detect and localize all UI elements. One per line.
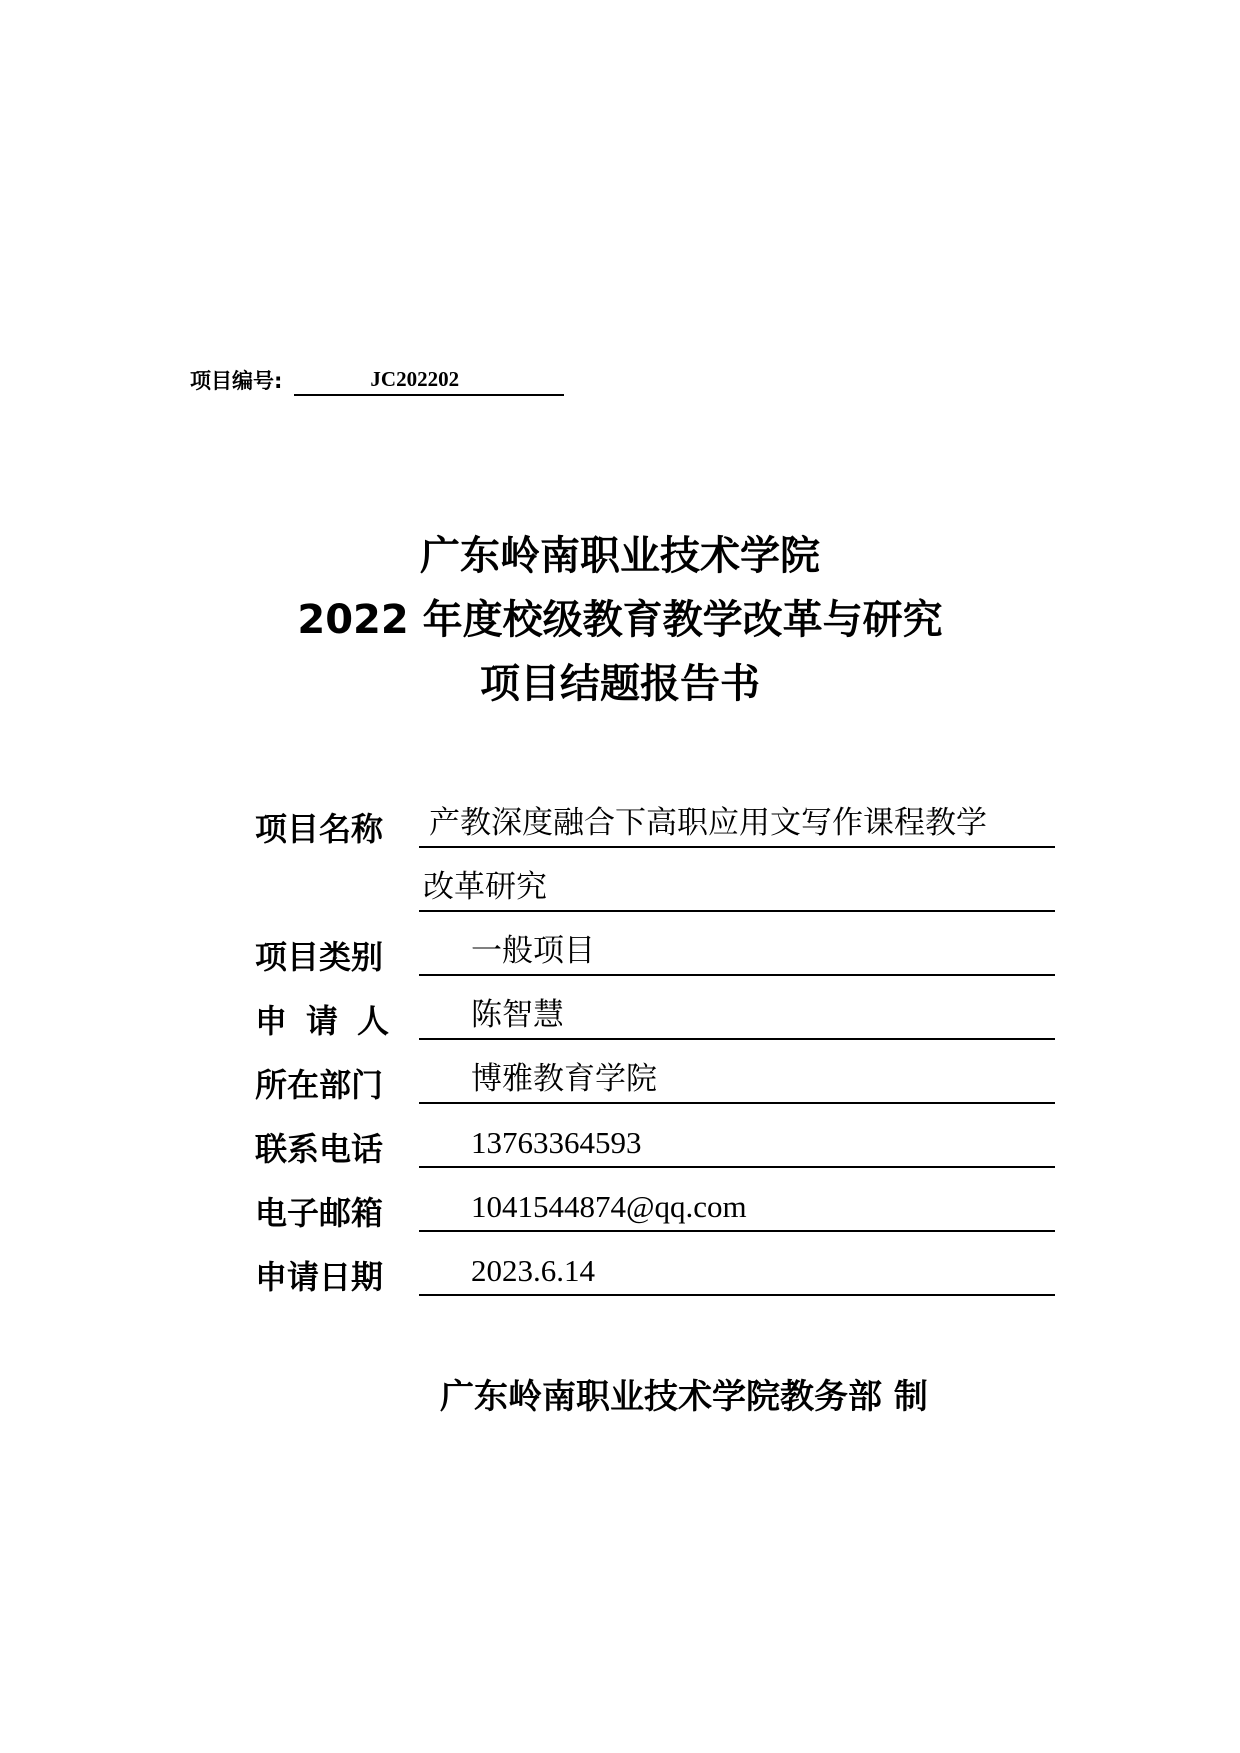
field-value-project-category: 一般项目 [419, 928, 1055, 976]
field-value-project-name-line1: 产教深度融合下高职应用文写作课程教学 [419, 800, 1055, 848]
field-value-applicant: 陈智慧 [419, 992, 1055, 1040]
field-apply-date [255, 1238, 1055, 1302]
field-phone [255, 1110, 1055, 1174]
field-label-department: 所在部门 [255, 1066, 384, 1104]
project-number-value: JC202202 [294, 364, 564, 396]
field-value-email: 1041544874@qq.com [419, 1184, 1055, 1232]
document-title [0, 524, 1240, 716]
field-value-phone: 13763364593 [419, 1120, 1055, 1168]
title-line-2: 2022 年度校级教育教学改革与研究 [297, 597, 943, 643]
field-label-applicant: 申请人 [255, 1002, 409, 1040]
field-project-name [255, 790, 1055, 854]
issuer-line: 广东岭南职业技术学院教务部 制 [440, 1377, 928, 1417]
field-email [255, 1174, 1055, 1238]
field-project-name-continued [255, 854, 1055, 918]
title-line-1: 广东岭南职业技术学院 [420, 533, 820, 579]
project-number [190, 362, 564, 396]
field-label-project-category: 项目类别 [255, 938, 384, 976]
field-label-email: 电子邮箱 [255, 1194, 384, 1232]
field-label-apply-date: 申请日期 [255, 1258, 384, 1296]
field-project-category [255, 918, 1055, 982]
field-value-project-name-line2: 改革研究 [419, 864, 1055, 912]
project-number-label: 项目编号: [190, 369, 283, 393]
field-applicant [255, 982, 1055, 1046]
title-line-3: 项目结题报告书 [480, 661, 760, 707]
field-label-project-name: 项目名称 [255, 810, 384, 848]
field-value-department: 博雅教育学院 [419, 1056, 1055, 1104]
info-form [255, 790, 1055, 1302]
field-department [255, 1046, 1055, 1110]
field-value-apply-date: 2023.6.14 [419, 1248, 1055, 1296]
field-label-phone: 联系电话 [255, 1130, 384, 1168]
